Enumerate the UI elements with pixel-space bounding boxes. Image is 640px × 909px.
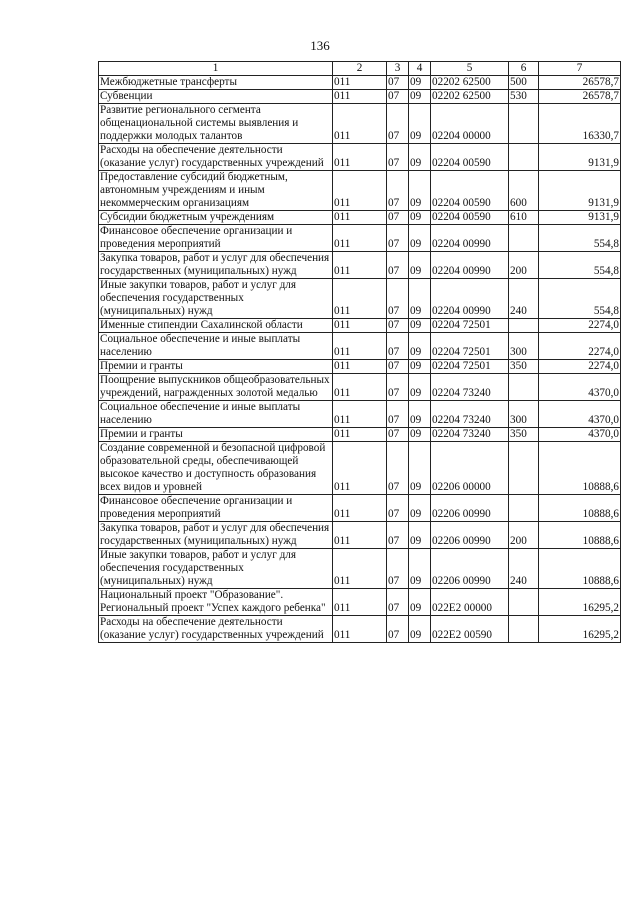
row-grbs-code: 011 (333, 279, 387, 319)
table-row (99, 401, 621, 428)
row-grbs-code: 011 (333, 522, 387, 549)
row-grbs-code: 011 (333, 211, 387, 225)
row-amount: 2274,0 (539, 319, 621, 333)
row-section-code: 07 (387, 616, 409, 643)
row-section-code: 07 (387, 442, 409, 495)
row-expense-type: 610 (509, 211, 539, 225)
row-target-article: 02202 62500 (431, 76, 509, 90)
row-expense-type: 350 (509, 428, 539, 442)
row-expense-type: 500 (509, 76, 539, 90)
row-target-article: 022E2 00590 (431, 616, 509, 643)
row-subsection-code: 09 (409, 522, 431, 549)
row-subsection-code: 09 (409, 589, 431, 616)
row-expense-type: 240 (509, 279, 539, 319)
column-header: 4 (409, 62, 431, 76)
table-row (99, 279, 621, 319)
row-name: Финансовое обеспечение организации и проведения мероприятий (99, 495, 333, 522)
row-grbs-code: 011 (333, 360, 387, 374)
row-target-article: 02202 62500 (431, 90, 509, 104)
row-grbs-code: 011 (333, 442, 387, 495)
table-row (99, 374, 621, 401)
table-row (99, 522, 621, 549)
column-number-header (99, 62, 621, 76)
row-expense-type: 600 (509, 171, 539, 211)
table-row (99, 252, 621, 279)
row-grbs-code: 011 (333, 225, 387, 252)
row-grbs-code: 011 (333, 549, 387, 589)
row-expense-type (509, 616, 539, 643)
row-amount: 554,8 (539, 252, 621, 279)
row-target-article: 02204 72501 (431, 319, 509, 333)
row-section-code: 07 (387, 279, 409, 319)
row-section-code: 07 (387, 401, 409, 428)
row-amount: 16295,2 (539, 616, 621, 643)
row-name: Национальный проект "Образование". Региональный проект "Успех каждого ребенка" (99, 589, 333, 616)
table-row (99, 333, 621, 360)
row-target-article: 02204 73240 (431, 374, 509, 401)
row-name: Расходы на обеспечение деятельности (оказание услуг) государственных учреждений (99, 616, 333, 643)
row-section-code: 07 (387, 374, 409, 401)
table-row (99, 104, 621, 144)
table-row (99, 442, 621, 495)
row-target-article: 02204 00590 (431, 211, 509, 225)
row-expense-type: 350 (509, 360, 539, 374)
row-amount: 10888,6 (539, 442, 621, 495)
table-row (99, 360, 621, 374)
row-section-code: 07 (387, 171, 409, 211)
row-name: Финансовое обеспечение организации и проведения мероприятий (99, 225, 333, 252)
row-target-article: 02204 00990 (431, 225, 509, 252)
row-section-code: 07 (387, 495, 409, 522)
row-amount: 4370,0 (539, 428, 621, 442)
row-name: Закупка товаров, работ и услуг для обеспечения государственных (муниципальных) нужд (99, 252, 333, 279)
row-amount: 4370,0 (539, 401, 621, 428)
row-expense-type: 300 (509, 401, 539, 428)
row-section-code: 07 (387, 104, 409, 144)
row-name: Развитие регионального сегмента общенациональной системы выявления и поддержки молодых талантов (99, 104, 333, 144)
row-name: Социальное обеспечение и иные выплаты населению (99, 333, 333, 360)
row-subsection-code: 09 (409, 76, 431, 90)
row-subsection-code: 09 (409, 401, 431, 428)
row-expense-type: 200 (509, 252, 539, 279)
row-name: Поощрение выпускников общеобразовательных учреждений, награжденных золотой медалью (99, 374, 333, 401)
table-row (99, 549, 621, 589)
row-expense-type (509, 442, 539, 495)
table-row (99, 428, 621, 442)
row-expense-type: 240 (509, 549, 539, 589)
row-expense-type (509, 225, 539, 252)
row-expense-type: 530 (509, 90, 539, 104)
row-amount: 9131,9 (539, 144, 621, 171)
table-row (99, 90, 621, 104)
row-subsection-code: 09 (409, 374, 431, 401)
row-grbs-code: 011 (333, 495, 387, 522)
row-name: Социальное обеспечение и иные выплаты населению (99, 401, 333, 428)
row-grbs-code: 011 (333, 401, 387, 428)
row-grbs-code: 011 (333, 428, 387, 442)
row-subsection-code: 09 (409, 211, 431, 225)
row-target-article: 022E2 00000 (431, 589, 509, 616)
row-subsection-code: 09 (409, 104, 431, 144)
row-subsection-code: 09 (409, 549, 431, 589)
row-name: Создание современной и безопасной цифровой образовательной среды, обеспечивающей высокое качество и доступность образования всех видов и уровней (99, 442, 333, 495)
row-expense-type (509, 319, 539, 333)
row-target-article: 02206 00990 (431, 549, 509, 589)
row-name: Расходы на обеспечение деятельности (оказание услуг) государственных учреждений (99, 144, 333, 171)
row-section-code: 07 (387, 522, 409, 549)
row-target-article: 02206 00990 (431, 495, 509, 522)
table-row (99, 144, 621, 171)
row-target-article: 02204 00590 (431, 171, 509, 211)
row-amount: 10888,6 (539, 549, 621, 589)
row-name: Субвенции (99, 90, 333, 104)
row-subsection-code: 09 (409, 144, 431, 171)
row-expense-type: 300 (509, 333, 539, 360)
row-expense-type: 200 (509, 522, 539, 549)
row-subsection-code: 09 (409, 279, 431, 319)
row-amount: 2274,0 (539, 360, 621, 374)
column-header: 6 (509, 62, 539, 76)
row-target-article: 02204 00990 (431, 279, 509, 319)
table-row (99, 76, 621, 90)
row-target-article: 02206 00990 (431, 522, 509, 549)
row-amount: 2274,0 (539, 333, 621, 360)
column-header: 7 (539, 62, 621, 76)
row-subsection-code: 09 (409, 252, 431, 279)
table-row (99, 225, 621, 252)
table-row (99, 616, 621, 643)
column-header: 5 (431, 62, 509, 76)
row-section-code: 07 (387, 428, 409, 442)
row-expense-type (509, 104, 539, 144)
row-subsection-code: 09 (409, 319, 431, 333)
row-grbs-code: 011 (333, 616, 387, 643)
row-grbs-code: 011 (333, 76, 387, 90)
row-grbs-code: 011 (333, 171, 387, 211)
row-name: Иные закупки товаров, работ и услуг для обеспечения государственных (муниципальных) нужд (99, 279, 333, 319)
row-grbs-code: 011 (333, 319, 387, 333)
table-row (99, 589, 621, 616)
row-subsection-code: 09 (409, 442, 431, 495)
row-name: Закупка товаров, работ и услуг для обеспечения государственных (муниципальных) нужд (99, 522, 333, 549)
row-amount: 10888,6 (539, 522, 621, 549)
row-target-article: 02204 72501 (431, 360, 509, 374)
row-target-article: 02204 00590 (431, 144, 509, 171)
row-subsection-code: 09 (409, 333, 431, 360)
row-section-code: 07 (387, 360, 409, 374)
column-header: 3 (387, 62, 409, 76)
row-grbs-code: 011 (333, 252, 387, 279)
row-section-code: 07 (387, 589, 409, 616)
row-amount: 9131,9 (539, 211, 621, 225)
table-row (99, 495, 621, 522)
row-target-article: 02204 73240 (431, 401, 509, 428)
row-target-article: 02204 00990 (431, 252, 509, 279)
row-target-article: 02204 00000 (431, 104, 509, 144)
row-amount: 26578,7 (539, 90, 621, 104)
row-expense-type (509, 374, 539, 401)
budget-table (98, 61, 621, 643)
table-row (99, 211, 621, 225)
column-header: 1 (99, 62, 333, 76)
row-subsection-code: 09 (409, 428, 431, 442)
row-grbs-code: 011 (333, 90, 387, 104)
row-subsection-code: 09 (409, 360, 431, 374)
row-subsection-code: 09 (409, 616, 431, 643)
row-amount: 554,8 (539, 225, 621, 252)
row-amount: 9131,9 (539, 171, 621, 211)
row-section-code: 07 (387, 333, 409, 360)
column-header: 2 (333, 62, 387, 76)
row-section-code: 07 (387, 319, 409, 333)
row-expense-type (509, 589, 539, 616)
row-amount: 16295,2 (539, 589, 621, 616)
row-amount: 26578,7 (539, 76, 621, 90)
row-amount: 4370,0 (539, 374, 621, 401)
row-grbs-code: 011 (333, 104, 387, 144)
row-target-article: 02204 72501 (431, 333, 509, 360)
table-row (99, 319, 621, 333)
row-subsection-code: 09 (409, 90, 431, 104)
row-target-article: 02204 73240 (431, 428, 509, 442)
row-section-code: 07 (387, 90, 409, 104)
row-grbs-code: 011 (333, 374, 387, 401)
row-section-code: 07 (387, 76, 409, 90)
row-grbs-code: 011 (333, 144, 387, 171)
row-target-article: 02206 00000 (431, 442, 509, 495)
row-name: Иные закупки товаров, работ и услуг для обеспечения государственных (муниципальных) нужд (99, 549, 333, 589)
table-body (99, 62, 621, 643)
row-section-code: 07 (387, 549, 409, 589)
row-name: Именные стипендии Сахалинской области (99, 319, 333, 333)
row-subsection-code: 09 (409, 495, 431, 522)
row-amount: 16330,7 (539, 104, 621, 144)
row-section-code: 07 (387, 144, 409, 171)
row-name: Премии и гранты (99, 428, 333, 442)
row-section-code: 07 (387, 252, 409, 279)
row-grbs-code: 011 (333, 333, 387, 360)
row-name: Субсидии бюджетным учреждениям (99, 211, 333, 225)
row-amount: 554,8 (539, 279, 621, 319)
row-section-code: 07 (387, 211, 409, 225)
page-number: 136 (310, 38, 330, 53)
row-expense-type (509, 495, 539, 522)
row-grbs-code: 011 (333, 589, 387, 616)
row-name: Межбюджетные трансферты (99, 76, 333, 90)
row-subsection-code: 09 (409, 225, 431, 252)
row-subsection-code: 09 (409, 171, 431, 211)
row-name: Премии и гранты (99, 360, 333, 374)
row-section-code: 07 (387, 225, 409, 252)
row-expense-type (509, 144, 539, 171)
table-row (99, 171, 621, 211)
row-amount: 10888,6 (539, 495, 621, 522)
row-name: Предоставление субсидий бюджетным, автономным учреждениям и иным некоммерческим организациям (99, 171, 333, 211)
